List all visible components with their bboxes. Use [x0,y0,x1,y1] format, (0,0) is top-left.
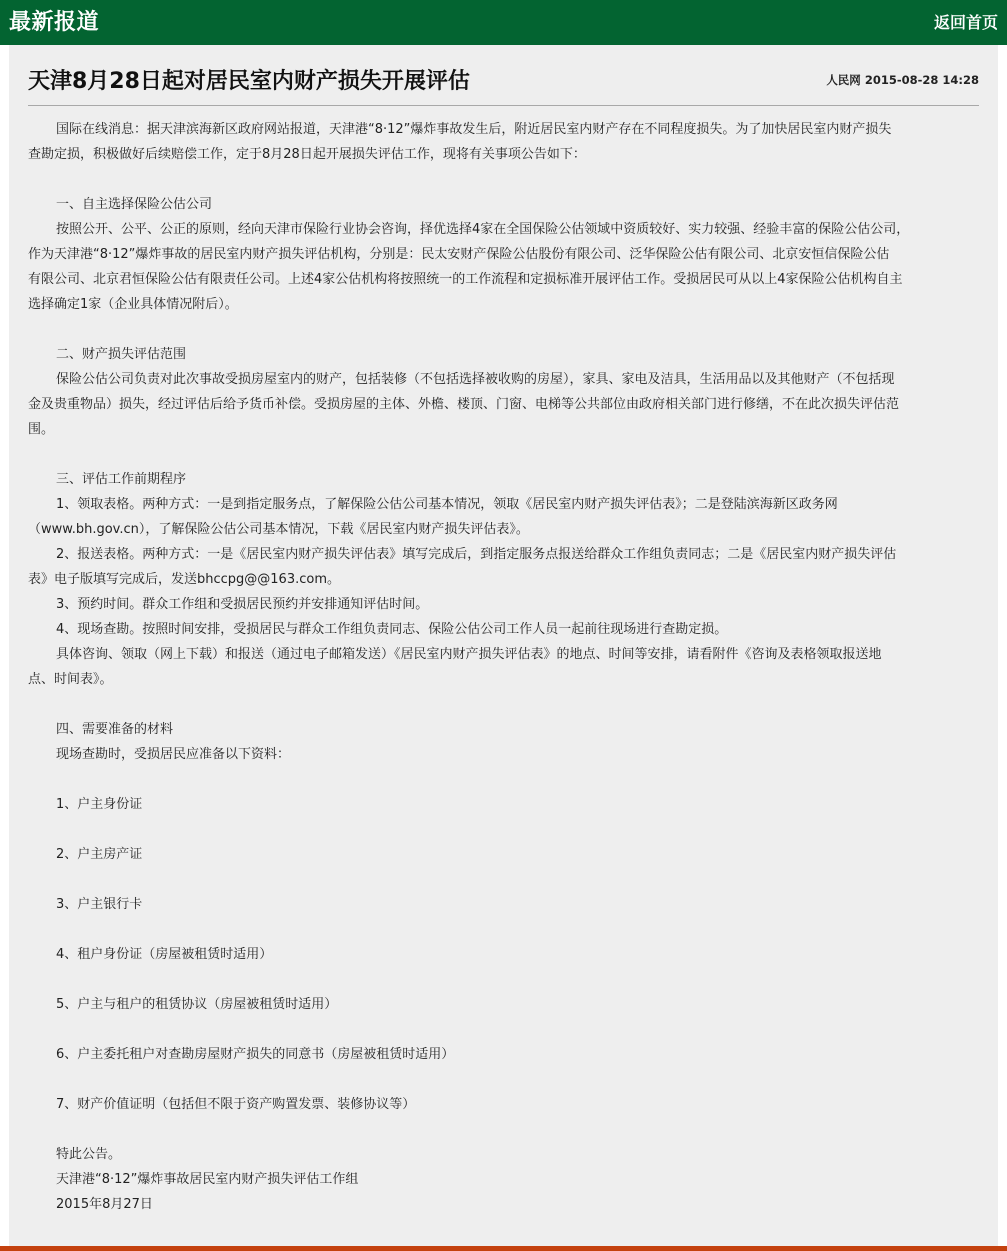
paragraph-line: 围。 [28,422,55,437]
paragraph-line: 保险公估公司负责对此次事故受损房屋室内的财产，包括装修（不包括选择被收购的房屋），家具、家电及洁具，生活用品以及其他财产（不包括现 [56,372,895,387]
footer-bar [0,1246,1007,1251]
paragraph-line: 现场查勘时，受损居民应准备以下资料： [56,747,291,762]
paragraph-line: 作为天津港“8·12”爆炸事故的居民室内财产损失评估机构，分别是：民太安财产保险公估股份有限公司、泛华保险公估有限公司、北京安恒信保险公估 [28,247,890,262]
article-container [9,45,998,1246]
paragraph-line: 有限公司、北京君恒保险公估有限责任公司。上述4家公估机构将按照统一的工作流程和定损标准开展评估工作。受损居民可从以上4家保险公估机构自主 [28,272,903,287]
paragraph-line: 按照公开、公平、公正的原则，经向天津市保险行业协会咨询，择优选择4家在全国保险公估领域中资质较好、实力较强、经验丰富的保险公估公司， [56,222,910,237]
section-heading: 二、财产损失评估范围 [56,347,187,362]
signature: 天津港“8·12”爆炸事故居民室内财产损失评估工作组 [56,1172,359,1187]
article-source-time: 人民网 2015-08-28 14:28 [826,73,979,87]
paragraph-line: 1、领取表格。两种方式：一是到指定服务点，了解保险公估公司基本情况，领取《居民室内财产损失评估表》；二是登陆滨海新区政务网 [56,497,838,512]
article-body [28,117,979,1217]
paragraph-line: 金及贵重物品）损失，经过评估后给予货币补偿。受损房屋的主体、外檐、楼顶、门窗、电梯等公共部位由政府相关部门进行修缮，不在此次损失评估范 [28,397,900,412]
signature-date: 2015年8月27日 [56,1197,153,1212]
closing-text: 特此公告。 [56,1147,122,1162]
material-item: 5、户主与租户的租赁协议（房屋被租赁时适用） [56,997,338,1012]
title-divider [28,105,979,106]
home-link[interactable]: 返回首页 [933,13,998,32]
paragraph-line: 点、时间表》。 [28,672,113,687]
paragraph-line: 2、报送表格。两种方式：一是《居民室内财产损失评估表》填写完成后，到指定服务点报送给群众工作组负责同志；二是《居民室内财产损失评估 [56,547,897,562]
paragraph-line: 查勘定损，积极做好后续赔偿工作，定于8月28日起开展损失评估工作，现将有关事项公告如下： [28,147,586,162]
material-item: 4、租户身份证（房屋被租赁时适用） [56,947,273,962]
section-heading: 三、评估工作前期程序 [56,472,187,487]
material-item: 6、户主委托租户对查勘房屋财产损失的同意书（房屋被租赁时适用） [56,1047,455,1062]
section-heading: 一、自主选择保险公估公司 [56,197,213,212]
section-title: 最新报道 [9,10,100,35]
paragraph-line: 3、预约时间。群众工作组和受损居民预约并安排通知评估时间。 [56,597,429,612]
top-banner [0,0,1007,45]
paragraph-line: 表》电子版填写完成后，发送bhccpg@@163.com。 [28,572,341,587]
material-item: 3、户主银行卡 [56,897,143,912]
paragraph-line: 4、现场查勘。按照时间安排，受损居民与群众工作组负责同志、保险公估公司工作人员一起前往现场进行查勘定损。 [56,622,728,637]
paragraph-line: （www.bh.gov.cn），了解保险公估公司基本情况，下载《居民室内财产损失评估表》。 [28,522,529,537]
material-item: 7、财产价值证明（包括但不限于资产购置发票、装修协议等） [56,1097,416,1112]
material-item: 1、户主身份证 [56,797,143,812]
paragraph-line: 选择确定1家（企业具体情况附后）。 [28,297,238,312]
article-title: 天津8月28日起对居民室内财产损失开展评估 [28,69,470,94]
paragraph-line: 具体咨询、领取（网上下载）和报送（通过电子邮箱发送）《居民室内财产损失评估表》的地点、时间等安排，请看附件《咨询及表格领取报送地 [56,647,882,662]
paragraph-line: 国际在线消息：据天津滨海新区政府网站报道，天津港“8·12”爆炸事故发生后，附近居民室内财产存在不同程度损失。为了加快居民室内财产损失 [56,122,892,137]
section-heading: 四、需要准备的材料 [56,722,174,737]
material-item: 2、户主房产证 [56,847,143,862]
